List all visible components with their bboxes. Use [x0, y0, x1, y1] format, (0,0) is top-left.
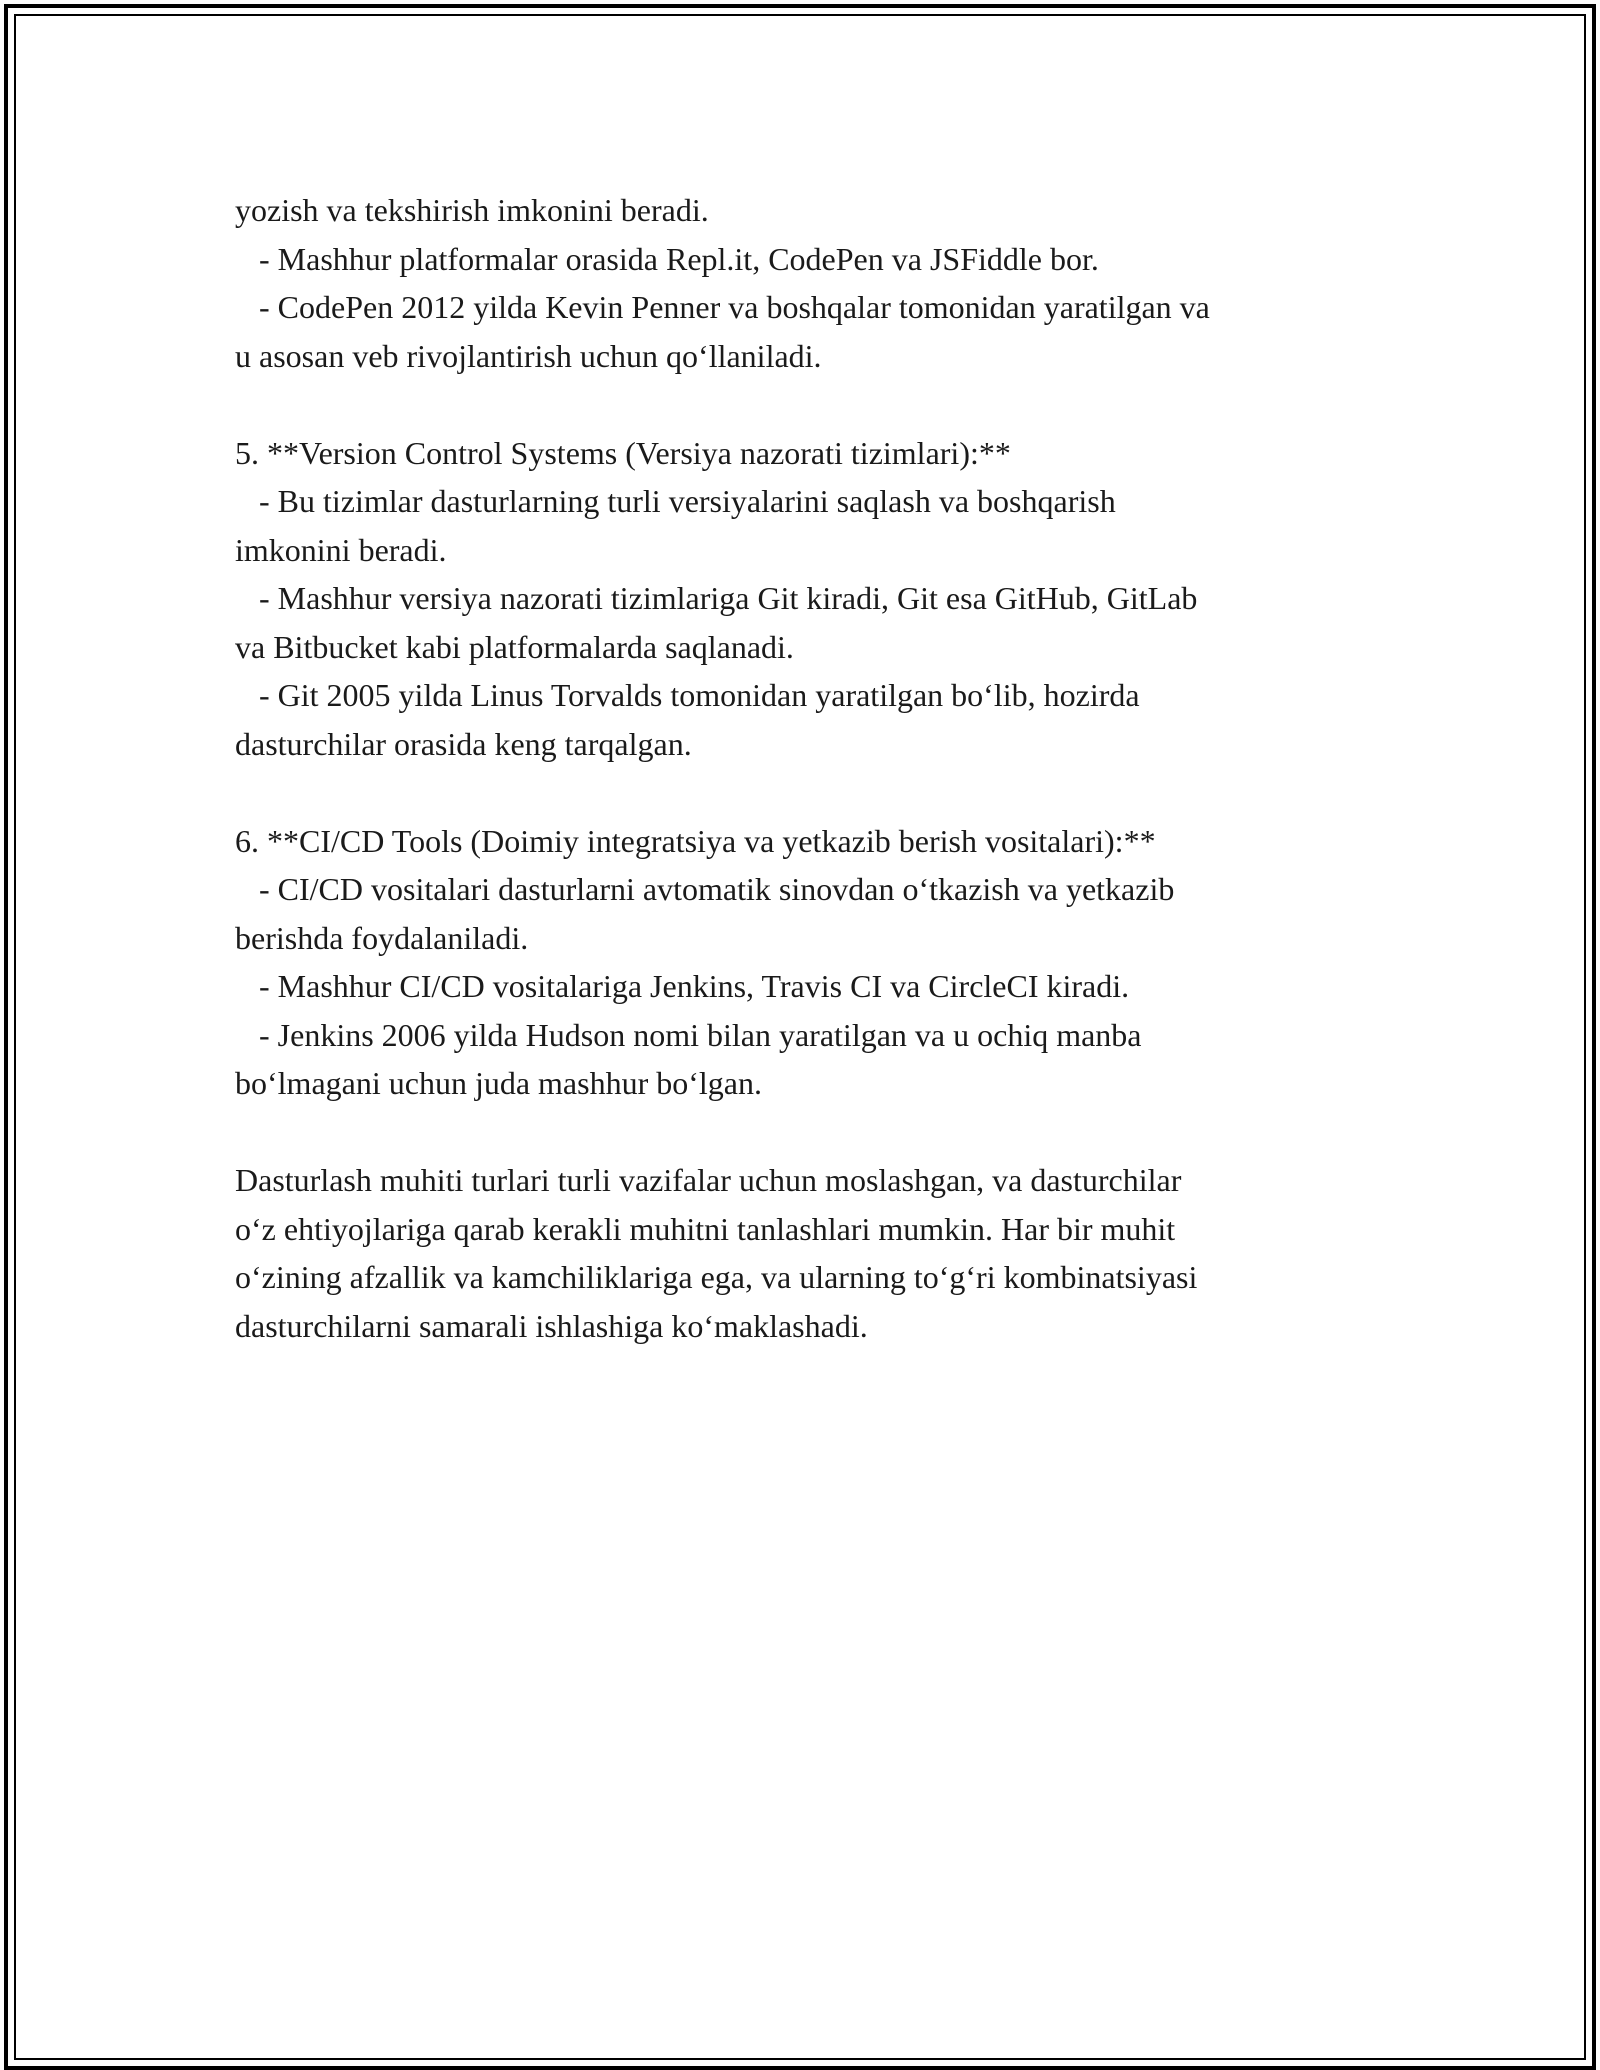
list-item-cicd-popular: - Mashhur CI/CD vositalariga Jenkins, Travis CI va CircleCI kiradi. [235, 968, 1130, 1004]
document-body [235, 186, 1375, 1350]
list-item-popular-platforms: - Mashhur platformalar orasida Repl.it, CodePen va JSFiddle bor. [235, 240, 1099, 277]
paragraph-spacer [235, 380, 1375, 429]
list-item-vcs-popular: - Mashhur versiya nazorati tizimlariga Git kiradi, Git esa GitHub, GitLab va Bitbucket kabi platformalarda saqlanadi. [235, 580, 1198, 665]
section-heading-version-control: 5. **Version Control Systems (Versiya nazorati tizimlari):** [235, 434, 1011, 471]
list-item-git-history: - Git 2005 yilda Linus Torvalds tomonidan yaratilgan bo‘lib, hozirda dasturchilar orasida keng tarqalgan. [235, 677, 1140, 762]
list-item-codepen: - CodePen 2012 yilda Kevin Penner va boshqalar tomonidan yaratilgan va u asosan veb rivojlantirish uchun qo‘llaniladi. [235, 289, 1210, 374]
paragraph-spacer [235, 768, 1375, 817]
list-item-cicd-description: - CI/CD vositalari dasturlarni avtomatik sinovdan o‘tkazish va yetkazib berishda foydalaniladi. [235, 871, 1175, 956]
paragraph-intro-continuation: yozish va tekshirish imkonini beradi. [235, 192, 709, 228]
section-heading-cicd: 6. **CI/CD Tools (Doimiy integratsiya va yetkazib berish vositalari):** [235, 822, 1156, 859]
paragraph-spacer [235, 1108, 1375, 1157]
list-item-vcs-description: - Bu tizimlar dasturlarning turli versiyalarini saqlash va boshqarish imkonini beradi. [235, 483, 1116, 568]
list-item-jenkins-history: - Jenkins 2006 yilda Hudson nomi bilan yaratilgan va u ochiq manba bo‘lmagani uchun juda mashhur bo‘lgan. [235, 1016, 1142, 1101]
paragraph-conclusion: Dasturlash muhiti turlari turli vazifalar uchun moslashgan, va dasturchilar o‘z ehtiyojlariga qarab kerakli muhitni tanlashlari mumkin. Har bir muhit o‘zining afzallik va kamchiliklariga ega, va ularning to‘g‘ri kombinatsiyasi dasturchilarni samarali ishlashiga ko‘maklashadi. [235, 1162, 1198, 1344]
